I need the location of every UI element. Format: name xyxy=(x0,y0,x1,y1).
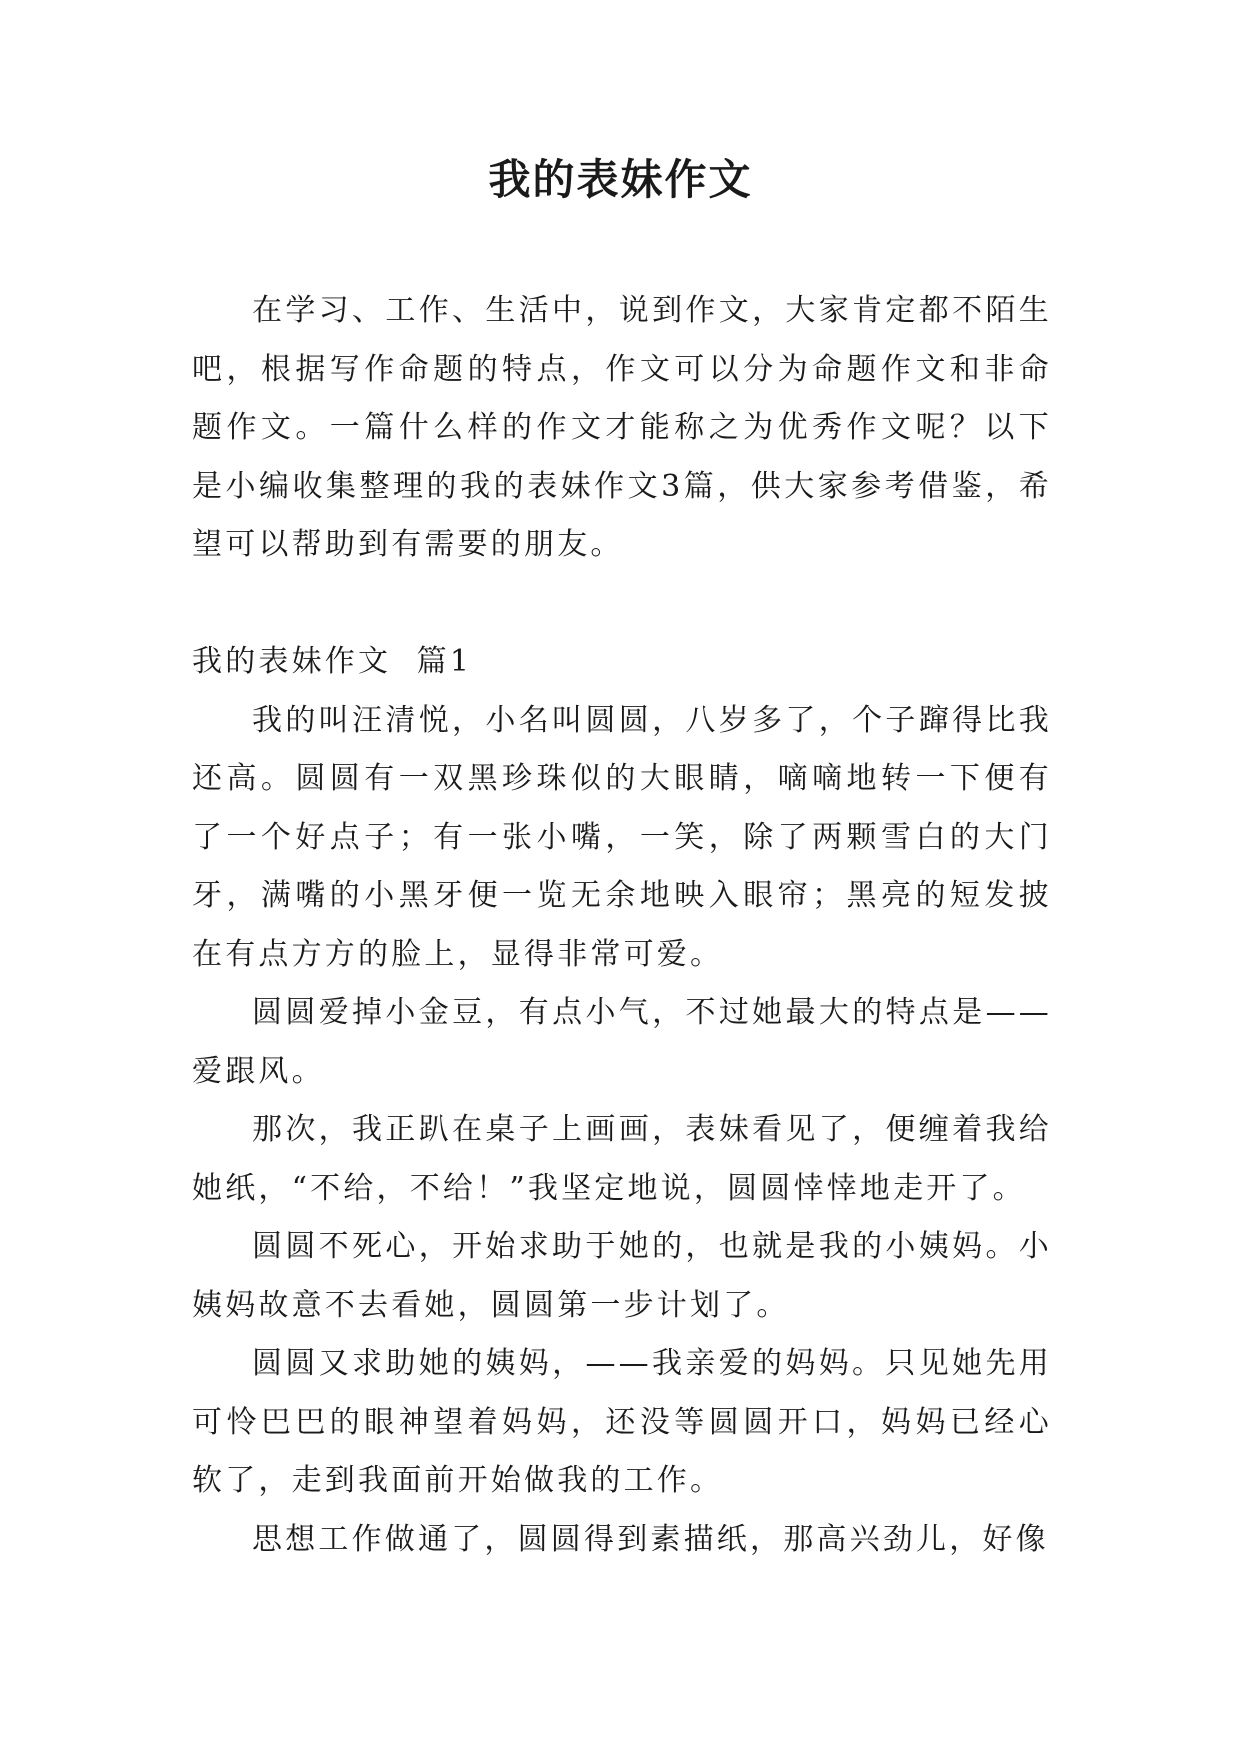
body-paragraph: 圆圆不死心，开始求助于她的，也就是我的小姨妈。小姨妈故意不去看她，圆圆第一步计划了。 xyxy=(192,1229,1052,1323)
body-paragraph: 我的叫汪清悦，小名叫圆圆，八岁多了，个子蹿得比我还高。圆圆有一双黑珍珠似的大眼睛，嘀嘀地转一下便有了一个好点子；有一张小嘴，一笑，除了两颗雪白的大门牙，满嘴的小黑牙便一览无余地映入眼帘；黑亮的短发披在有点方方的脸上，显得非常可爱。 xyxy=(192,702,1052,972)
document-title: 我的表妹作文 xyxy=(488,155,753,204)
body-paragraph: 思想工作做通了，圆圆得到素描纸，那高兴劲儿，好像 xyxy=(252,1521,1049,1557)
document-body xyxy=(192,282,1052,1569)
body-paragraph: 圆圆爱掉小金豆，有点小气，不过她最大的特点是——爱跟风。 xyxy=(192,995,1052,1089)
intro-paragraph: 在学习、工作、生活中，说到作文，大家肯定都不陌生吧，根据写作命题的特点，作文可以分为命题作文和非命题作文。一篇什么样的作文才能称之为优秀作文呢？以下是小编收集整理的我的表妹作文3篇，供大家参考借鉴，希望可以帮助到有需要的朋友。 xyxy=(192,293,1052,562)
section-heading: 我的表妹作文 篇1 xyxy=(192,644,473,679)
body-paragraph: 圆圆又求助她的姨妈，——我亲爱的妈妈。只见她先用可怜巴巴的眼神望着妈妈，还没等圆圆开口，妈妈已经心软了，走到我面前开始做我的工作。 xyxy=(192,1346,1052,1498)
body-paragraph: 那次，我正趴在桌子上画画，表妹看见了，便缠着我给她纸，“不给，不给！”我坚定地说，圆圆悻悻地走开了。 xyxy=(192,1112,1052,1206)
